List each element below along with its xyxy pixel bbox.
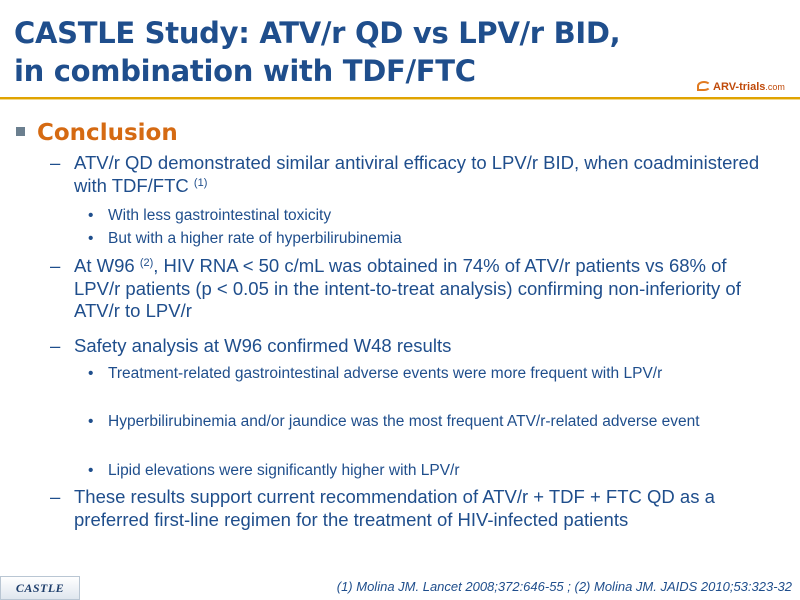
section-heading [16,120,178,146]
point-1-sub-1-text: With less gastrointestinal toxicity [108,207,332,224]
logo-domain: .com [765,82,785,92]
dash-bullet-icon: – [50,486,61,507]
conclusion-point-3 [50,335,770,358]
dot-bullet-icon: • [88,365,94,382]
point-3-sub-2-text: Hyperbilirubinemia and/or jaundice was the most frequent ATV/r-related adverse event [108,413,700,430]
conclusion-point-4 [50,486,770,531]
swoosh-icon [697,81,711,91]
arv-trials-logo [697,79,797,95]
point-4-text: These results support current recommendation of ATV/r + TDF + FTC QD as a preferred first-line regimen for the treatment of HIV-infected patients [74,486,715,530]
dash-bullet-icon: – [50,152,61,173]
references-footnote: (1) Molina JM. Lancet 2008;372:646-55 ; (2) Molina JM. JAIDS 2010;53:323-32 [336,579,792,594]
point-3-sub-3-text: Lipid elevations were significantly higher with LPV/r [108,462,460,479]
point-3-text: Safety analysis at W96 confirmed W48 results [74,335,452,356]
dash-bullet-icon: – [50,335,61,356]
title-divider-shadow [0,99,800,100]
point-1-text: ATV/r QD demonstrated similar antiviral efficacy to LPV/r BID, when coadministered with TDF/FTC [74,152,760,196]
dot-bullet-icon: • [88,413,94,430]
conclusion-point-2 [50,255,770,323]
logo-brand: ARV-trials [713,81,766,93]
point-3-sub-1-text: Treatment-related gastrointestinal adverse events were more frequent with LPV/r [108,365,663,382]
point-1-sub-2 [86,229,776,249]
square-bullet-icon [16,127,25,136]
point-3-sub-1 [86,364,776,384]
point-2-pre: At W96 [74,255,140,276]
point-1-ref: (1) [193,176,208,189]
dot-bullet-icon: • [88,207,94,224]
castle-footer-label: CASTLE [0,576,80,600]
slide-title-line-1: CASTLE Study: ATV/r QD vs LPV/r BID, [14,16,621,50]
point-2-post: , HIV RNA < 50 c/mL was obtained in 74% of ATV/r patients vs 68% of LPV/r patients (p < 0.05 in the intent-to-treat analysis) confirming non-inferiority of ATV/r to LPV/r [74,255,741,321]
dot-bullet-icon: • [88,230,94,247]
point-1-sub-2-text: But with a higher rate of hyperbilirubinemia [108,230,402,247]
conclusion-point-1 [50,152,770,197]
slide-title-line-2: in combination with TDF/FTC [14,54,476,88]
point-3-sub-3 [86,461,776,481]
slide-title [14,14,654,90]
dot-bullet-icon: • [88,462,94,479]
section-heading-text: Conclusion [37,120,178,146]
point-1-sub-1 [86,206,776,226]
point-2-ref: (2) [139,257,154,269]
dash-bullet-icon: – [50,255,61,276]
point-3-sub-2 [86,412,776,432]
